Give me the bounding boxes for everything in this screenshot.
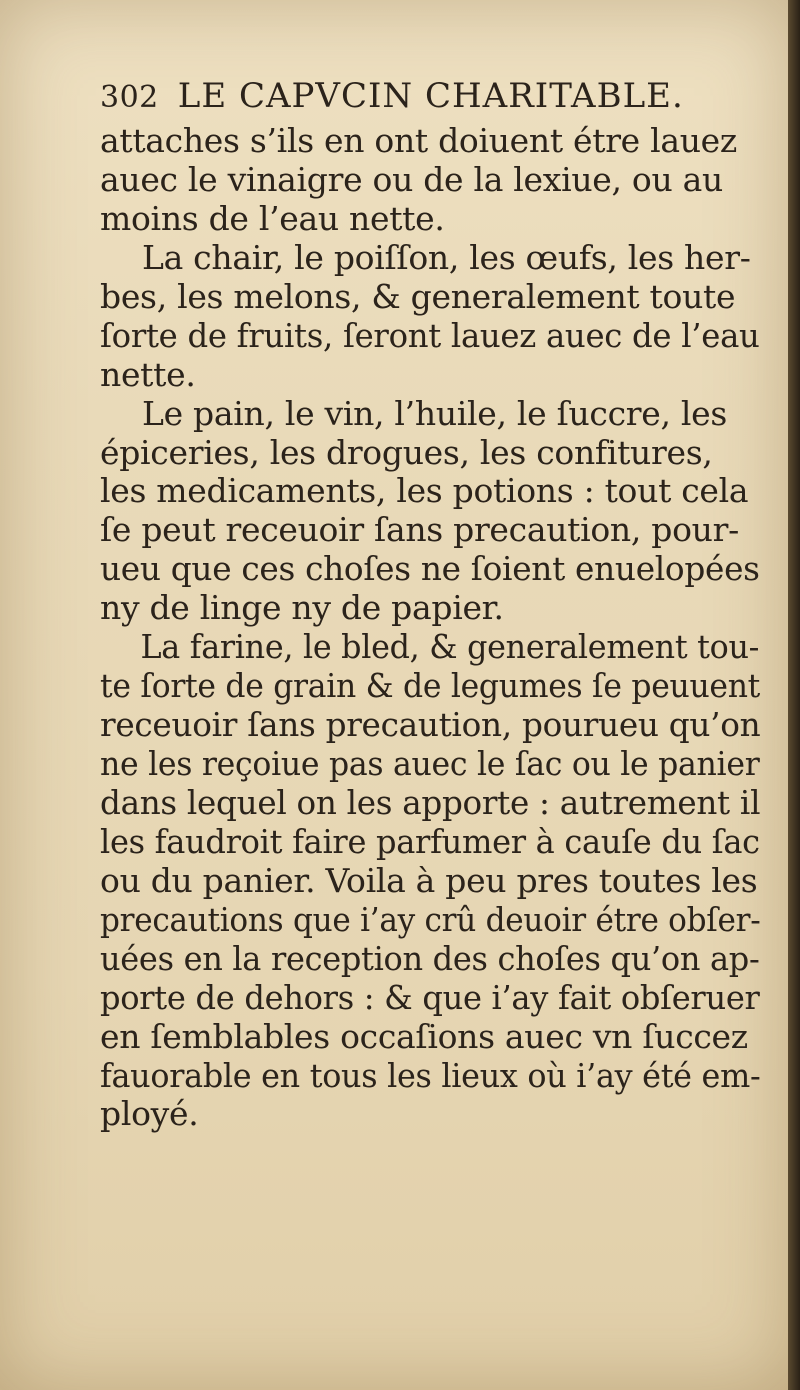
text-line: ſe peut receuoir ſans precaution, pour- [100, 510, 739, 550]
text-line: les medicaments, les potions : tout cela [100, 471, 749, 511]
page-text [100, 70, 760, 1134]
text-line: porte de dehors : & que i’ay fait obſeruer [100, 977, 760, 1017]
page-header [100, 70, 760, 122]
text-line: fauorable en tous les lieux où i’ay été em- [100, 1055, 761, 1095]
text-line: auec le vinaigre ou de la lexiue, ou au [100, 159, 723, 199]
paragraph-start-line: Le pain, le vin, l’huile, le ſuccre, les [142, 393, 727, 433]
running-title: LE CAPVCIN CHARITABLE. [177, 76, 684, 116]
text-line: ne les reçoiue pas auec le ſac ou le panier [100, 744, 760, 783]
text-line: ny de linge ny de papier. [100, 588, 504, 628]
text-line: moins de l’eau nette. [100, 198, 445, 238]
text-line: ou du panier. Voila à peu pres toutes les [100, 860, 758, 900]
paragraph-start-line: La farine, le bled, & generalement tou- [140, 627, 760, 667]
text-line: receuoir ſans precaution, pourueu qu’on [100, 705, 761, 745]
text-line: precautions que i’ay crû deuoir étre obſer- [100, 899, 761, 939]
text-line: épiceries, les drogues, les confitures, [100, 432, 713, 472]
text-line: dans lequel on les apporte : autrement il [100, 782, 761, 822]
text-line: en ſemblables occaſions auec vn ſuccez [100, 1016, 748, 1056]
text-line: bes, les melons, & generalement toute [100, 276, 736, 316]
text-line: attaches s’ils en ont doiuent étre lauez [100, 121, 737, 160]
paragraph-start-line: La chair, le poiſſon, les œufs, les her- [142, 237, 751, 277]
text-line: les faudroit faire parfumer à cauſe du ſac [100, 821, 760, 861]
page-number: 302 [100, 80, 159, 115]
text-line: ſorte de fruits, ſeront lauez auec de l’eau [100, 315, 760, 355]
text-line: uées en la reception des choſes qu’on ap- [100, 938, 760, 978]
text-line: ployé. [100, 1094, 199, 1134]
text-line: ueu que ces choſes ne ſoient enuelopées [100, 549, 760, 589]
text-line: nette. [100, 354, 196, 394]
text-line: te ſorte de grain & de legumes ſe peuuent [100, 666, 761, 706]
